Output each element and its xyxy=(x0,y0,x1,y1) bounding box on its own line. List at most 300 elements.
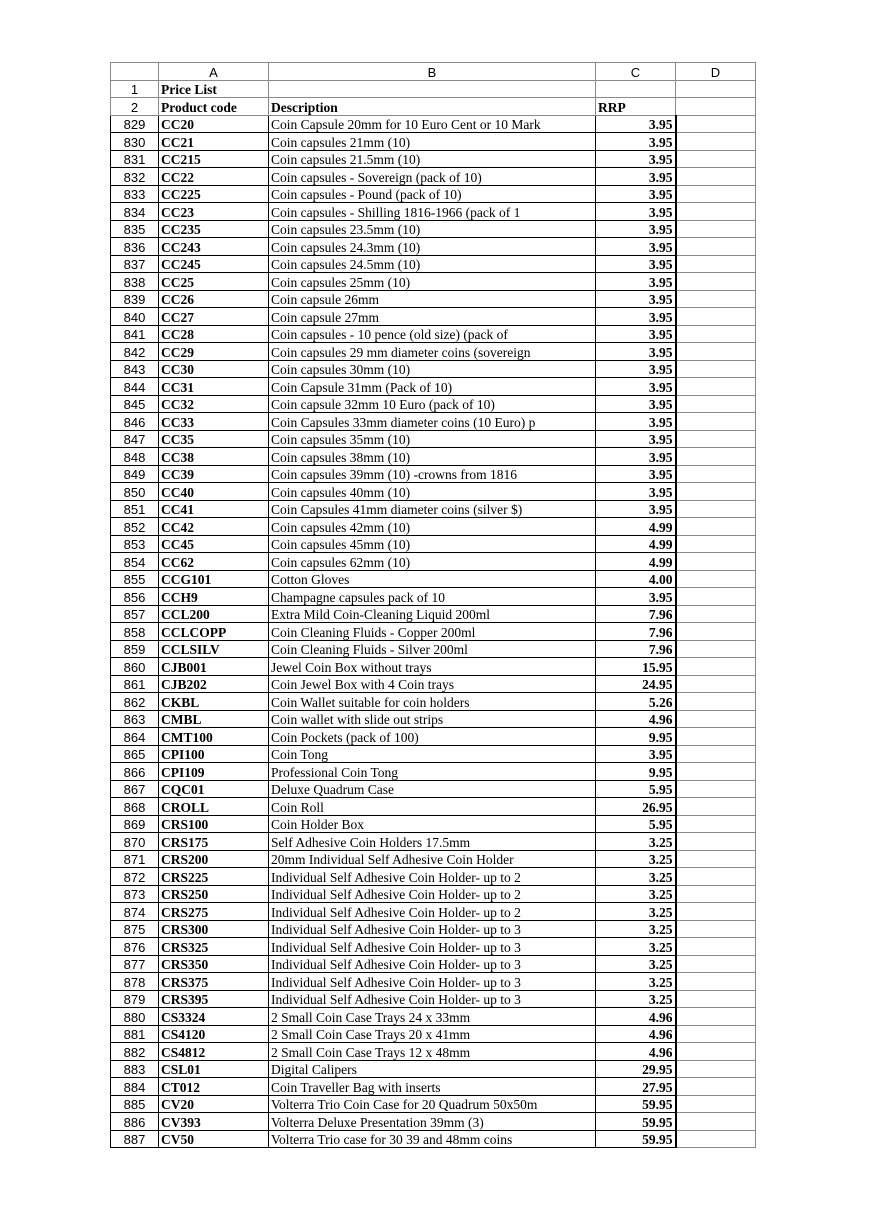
description-header[interactable]: Description xyxy=(269,98,596,116)
description-cell[interactable]: 2 Small Coin Case Trays 12 x 48mm xyxy=(269,1043,596,1061)
description-cell[interactable]: Coin Pockets (pack of 100) xyxy=(269,728,596,746)
row-number[interactable]: 853 xyxy=(111,535,159,553)
product-code-cell[interactable]: CC235 xyxy=(159,220,269,238)
product-code-cell[interactable]: CCG101 xyxy=(159,570,269,588)
product-code-cell[interactable]: CC42 xyxy=(159,518,269,536)
product-code-cell[interactable]: CT012 xyxy=(159,1078,269,1096)
product-code-cell[interactable]: CC38 xyxy=(159,448,269,466)
cell-d[interactable] xyxy=(676,693,756,711)
product-code-cell[interactable]: CSL01 xyxy=(159,1060,269,1078)
row-number[interactable]: 861 xyxy=(111,675,159,693)
description-cell[interactable]: Coin capsule 32mm 10 Euro (pack of 10) xyxy=(269,395,596,413)
product-code-cell[interactable]: CC215 xyxy=(159,150,269,168)
description-cell[interactable]: Volterra Deluxe Presentation 39mm (3) xyxy=(269,1113,596,1131)
row-number[interactable]: 859 xyxy=(111,640,159,658)
cell-d[interactable] xyxy=(676,1095,756,1113)
row-number[interactable]: 829 xyxy=(111,115,159,133)
description-cell[interactable]: Coin capsules 62mm (10) xyxy=(269,553,596,571)
row-number[interactable]: 883 xyxy=(111,1060,159,1078)
rrp-cell[interactable]: 3.95 xyxy=(596,273,676,291)
product-code-cell[interactable]: CMT100 xyxy=(159,728,269,746)
rrp-cell[interactable]: 3.95 xyxy=(596,430,676,448)
rrp-cell[interactable]: 3.95 xyxy=(596,220,676,238)
product-code-cell[interactable]: CJB001 xyxy=(159,658,269,676)
description-cell[interactable]: Jewel Coin Box without trays xyxy=(269,658,596,676)
rrp-cell[interactable]: 5.95 xyxy=(596,815,676,833)
cell-d[interactable] xyxy=(676,500,756,518)
row-number[interactable]: 843 xyxy=(111,360,159,378)
product-code-cell[interactable]: CRS375 xyxy=(159,973,269,991)
product-code-cell[interactable]: CS4120 xyxy=(159,1025,269,1043)
cell-d[interactable] xyxy=(676,483,756,501)
description-cell[interactable]: Coin capsules - Pound (pack of 10) xyxy=(269,185,596,203)
cell-d[interactable] xyxy=(676,920,756,938)
product-code-cell[interactable]: CRS325 xyxy=(159,938,269,956)
row-number[interactable]: 868 xyxy=(111,798,159,816)
description-cell[interactable]: Self Adhesive Coin Holders 17.5mm xyxy=(269,833,596,851)
row-number[interactable]: 838 xyxy=(111,273,159,291)
cell-d[interactable] xyxy=(676,518,756,536)
row-number[interactable]: 2 xyxy=(111,98,159,116)
product-code-cell[interactable]: CJB202 xyxy=(159,675,269,693)
product-code-cell[interactable]: CRS395 xyxy=(159,990,269,1008)
row-number[interactable]: 850 xyxy=(111,483,159,501)
row-number[interactable]: 878 xyxy=(111,973,159,991)
description-cell[interactable]: Individual Self Adhesive Coin Holder- up to 3 xyxy=(269,955,596,973)
row-number[interactable]: 862 xyxy=(111,693,159,711)
cell-d2[interactable] xyxy=(676,98,756,116)
product-code-cell[interactable]: CC45 xyxy=(159,535,269,553)
rrp-cell[interactable]: 59.95 xyxy=(596,1113,676,1131)
row-number[interactable]: 846 xyxy=(111,413,159,431)
cell-d[interactable] xyxy=(676,290,756,308)
product-code-cell[interactable]: CRS175 xyxy=(159,833,269,851)
rrp-cell[interactable]: 7.96 xyxy=(596,640,676,658)
row-number[interactable]: 871 xyxy=(111,850,159,868)
cell-d[interactable] xyxy=(676,1008,756,1026)
description-cell[interactable]: Coin Cleaning Fluids - Silver 200ml xyxy=(269,640,596,658)
description-cell[interactable]: Coin capsules 35mm (10) xyxy=(269,430,596,448)
row-number[interactable]: 833 xyxy=(111,185,159,203)
rrp-cell[interactable]: 3.95 xyxy=(596,588,676,606)
rrp-cell[interactable]: 3.25 xyxy=(596,850,676,868)
rrp-cell[interactable]: 3.25 xyxy=(596,920,676,938)
cell-d[interactable] xyxy=(676,798,756,816)
product-code-header[interactable]: Product code xyxy=(159,98,269,116)
cell-d[interactable] xyxy=(676,850,756,868)
rrp-cell[interactable]: 4.96 xyxy=(596,1025,676,1043)
rrp-cell[interactable]: 3.95 xyxy=(596,448,676,466)
cell-d[interactable] xyxy=(676,780,756,798)
rrp-cell[interactable]: 3.95 xyxy=(596,168,676,186)
cell-d[interactable] xyxy=(676,833,756,851)
product-code-cell[interactable]: CC29 xyxy=(159,343,269,361)
product-code-cell[interactable]: CKBL xyxy=(159,693,269,711)
rrp-cell[interactable]: 4.96 xyxy=(596,1008,676,1026)
corner-cell[interactable] xyxy=(111,63,159,81)
row-number[interactable]: 847 xyxy=(111,430,159,448)
description-cell[interactable]: Coin capsules - Sovereign (pack of 10) xyxy=(269,168,596,186)
description-cell[interactable]: Coin Capsule 20mm for 10 Euro Cent or 10 Mark xyxy=(269,115,596,133)
cell-d[interactable] xyxy=(676,1130,756,1148)
description-cell[interactable]: Coin capsules 30mm (10) xyxy=(269,360,596,378)
rrp-cell[interactable]: 3.95 xyxy=(596,133,676,151)
product-code-cell[interactable]: CC40 xyxy=(159,483,269,501)
description-cell[interactable]: Individual Self Adhesive Coin Holder- up to 2 xyxy=(269,903,596,921)
column-header-a[interactable]: A xyxy=(159,63,269,81)
description-cell[interactable]: Coin capsules - 10 pence (old size) (pack of xyxy=(269,325,596,343)
row-number[interactable]: 841 xyxy=(111,325,159,343)
row-number[interactable]: 872 xyxy=(111,868,159,886)
row-number[interactable]: 842 xyxy=(111,343,159,361)
row-number[interactable]: 876 xyxy=(111,938,159,956)
cell-d[interactable] xyxy=(676,903,756,921)
description-cell[interactable]: Cotton Gloves xyxy=(269,570,596,588)
row-number[interactable]: 839 xyxy=(111,290,159,308)
product-code-cell[interactable]: CCL200 xyxy=(159,605,269,623)
rrp-cell[interactable]: 3.25 xyxy=(596,885,676,903)
row-number[interactable]: 830 xyxy=(111,133,159,151)
row-number[interactable]: 856 xyxy=(111,588,159,606)
product-code-cell[interactable]: CRS275 xyxy=(159,903,269,921)
description-cell[interactable]: Coin capsules 21.5mm (10) xyxy=(269,150,596,168)
product-code-cell[interactable]: CV20 xyxy=(159,1095,269,1113)
description-cell[interactable]: Coin Capsules 41mm diameter coins (silver $) xyxy=(269,500,596,518)
product-code-cell[interactable]: CC25 xyxy=(159,273,269,291)
product-code-cell[interactable]: CC30 xyxy=(159,360,269,378)
column-header-d[interactable]: D xyxy=(676,63,756,81)
description-cell[interactable]: Coin capsules 29 mm diameter coins (sovereign xyxy=(269,343,596,361)
description-cell[interactable]: Coin Jewel Box with 4 Coin trays xyxy=(269,675,596,693)
product-code-cell[interactable]: CS3324 xyxy=(159,1008,269,1026)
cell-d[interactable] xyxy=(676,973,756,991)
row-number[interactable]: 866 xyxy=(111,763,159,781)
product-code-cell[interactable]: CQC01 xyxy=(159,780,269,798)
row-number[interactable]: 854 xyxy=(111,553,159,571)
cell-d[interactable] xyxy=(676,150,756,168)
cell-d[interactable] xyxy=(676,990,756,1008)
cell-d[interactable] xyxy=(676,763,756,781)
cell-d[interactable] xyxy=(676,343,756,361)
rrp-cell[interactable]: 9.95 xyxy=(596,728,676,746)
description-cell[interactable]: Coin Roll xyxy=(269,798,596,816)
cell-d[interactable] xyxy=(676,273,756,291)
rrp-cell[interactable]: 3.95 xyxy=(596,203,676,221)
rrp-cell[interactable]: 3.95 xyxy=(596,325,676,343)
rrp-cell[interactable]: 3.95 xyxy=(596,413,676,431)
cell-d[interactable] xyxy=(676,885,756,903)
row-number[interactable]: 867 xyxy=(111,780,159,798)
cell-d[interactable] xyxy=(676,360,756,378)
cell-d[interactable] xyxy=(676,133,756,151)
product-code-cell[interactable]: CC27 xyxy=(159,308,269,326)
product-code-cell[interactable]: CC32 xyxy=(159,395,269,413)
cell-d[interactable] xyxy=(676,325,756,343)
description-cell[interactable]: Extra Mild Coin-Cleaning Liquid 200ml xyxy=(269,605,596,623)
cell-d[interactable] xyxy=(676,868,756,886)
cell-d[interactable] xyxy=(676,395,756,413)
product-code-cell[interactable]: CS4812 xyxy=(159,1043,269,1061)
row-number[interactable]: 844 xyxy=(111,378,159,396)
rrp-cell[interactable]: 3.25 xyxy=(596,973,676,991)
product-code-cell[interactable]: CRS100 xyxy=(159,815,269,833)
cell-d[interactable] xyxy=(676,115,756,133)
rrp-cell[interactable]: 4.96 xyxy=(596,1043,676,1061)
cell-d[interactable] xyxy=(676,1060,756,1078)
description-cell[interactable]: Volterra Trio Coin Case for 20 Quadrum 50x50m xyxy=(269,1095,596,1113)
product-code-cell[interactable]: CROLL xyxy=(159,798,269,816)
rrp-cell[interactable]: 3.95 xyxy=(596,395,676,413)
row-number[interactable]: 874 xyxy=(111,903,159,921)
rrp-cell[interactable]: 27.95 xyxy=(596,1078,676,1096)
product-code-cell[interactable]: CRS225 xyxy=(159,868,269,886)
cell-d[interactable] xyxy=(676,728,756,746)
row-number[interactable]: 860 xyxy=(111,658,159,676)
description-cell[interactable]: Coin capsules 38mm (10) xyxy=(269,448,596,466)
description-cell[interactable]: Individual Self Adhesive Coin Holder- up to 3 xyxy=(269,990,596,1008)
row-number[interactable]: 845 xyxy=(111,395,159,413)
product-code-cell[interactable]: CC41 xyxy=(159,500,269,518)
product-code-cell[interactable]: CV50 xyxy=(159,1130,269,1148)
row-number[interactable]: 885 xyxy=(111,1095,159,1113)
product-code-cell[interactable]: CC33 xyxy=(159,413,269,431)
rrp-cell[interactable]: 5.95 xyxy=(596,780,676,798)
description-cell[interactable]: Coin capsules 23.5mm (10) xyxy=(269,220,596,238)
cell-d[interactable] xyxy=(676,185,756,203)
cell-d[interactable] xyxy=(676,710,756,728)
row-number[interactable]: 840 xyxy=(111,308,159,326)
row-number[interactable]: 884 xyxy=(111,1078,159,1096)
cell-d[interactable] xyxy=(676,605,756,623)
cell-d[interactable] xyxy=(676,255,756,273)
product-code-cell[interactable]: CC21 xyxy=(159,133,269,151)
cell-d[interactable] xyxy=(676,1113,756,1131)
rrp-cell[interactable]: 3.95 xyxy=(596,290,676,308)
product-code-cell[interactable]: CC225 xyxy=(159,185,269,203)
product-code-cell[interactable]: CRS350 xyxy=(159,955,269,973)
row-number[interactable]: 887 xyxy=(111,1130,159,1148)
row-number[interactable]: 886 xyxy=(111,1113,159,1131)
product-code-cell[interactable]: CC20 xyxy=(159,115,269,133)
product-code-cell[interactable]: CCLSILV xyxy=(159,640,269,658)
rrp-cell[interactable]: 3.95 xyxy=(596,343,676,361)
description-cell[interactable]: Champagne capsules pack of 10 xyxy=(269,588,596,606)
row-number[interactable]: 831 xyxy=(111,150,159,168)
cell-d[interactable] xyxy=(676,168,756,186)
row-number[interactable]: 879 xyxy=(111,990,159,1008)
rrp-cell[interactable]: 4.99 xyxy=(596,553,676,571)
cell-d[interactable] xyxy=(676,588,756,606)
row-number[interactable]: 848 xyxy=(111,448,159,466)
product-code-cell[interactable]: CCLCOPP xyxy=(159,623,269,641)
product-code-cell[interactable]: CC31 xyxy=(159,378,269,396)
column-header-b[interactable]: B xyxy=(269,63,596,81)
rrp-cell[interactable]: 3.95 xyxy=(596,500,676,518)
rrp-cell[interactable]: 24.95 xyxy=(596,675,676,693)
description-cell[interactable]: Coin capsule 26mm xyxy=(269,290,596,308)
rrp-cell[interactable]: 4.96 xyxy=(596,710,676,728)
description-cell[interactable]: Digital Calipers xyxy=(269,1060,596,1078)
cell-d[interactable] xyxy=(676,815,756,833)
cell-d[interactable] xyxy=(676,378,756,396)
cell-d[interactable] xyxy=(676,623,756,641)
rrp-cell[interactable]: 9.95 xyxy=(596,763,676,781)
row-number[interactable]: 849 xyxy=(111,465,159,483)
product-code-cell[interactable]: CRS200 xyxy=(159,850,269,868)
row-number[interactable]: 857 xyxy=(111,605,159,623)
rrp-cell[interactable]: 3.95 xyxy=(596,115,676,133)
row-number[interactable]: 835 xyxy=(111,220,159,238)
cell-d[interactable] xyxy=(676,448,756,466)
product-code-cell[interactable]: CV393 xyxy=(159,1113,269,1131)
rrp-cell[interactable]: 7.96 xyxy=(596,623,676,641)
cell-d[interactable] xyxy=(676,413,756,431)
description-cell[interactable]: Volterra Trio case for 30 39 and 48mm coins xyxy=(269,1130,596,1148)
cell-d[interactable] xyxy=(676,938,756,956)
product-code-cell[interactable]: CCH9 xyxy=(159,588,269,606)
cell-d[interactable] xyxy=(676,553,756,571)
rrp-cell[interactable]: 5.26 xyxy=(596,693,676,711)
product-code-cell[interactable]: CC245 xyxy=(159,255,269,273)
row-number[interactable]: 855 xyxy=(111,570,159,588)
cell-d[interactable] xyxy=(676,203,756,221)
rrp-cell[interactable]: 3.25 xyxy=(596,938,676,956)
rrp-cell[interactable]: 3.25 xyxy=(596,990,676,1008)
row-number[interactable]: 870 xyxy=(111,833,159,851)
row-number[interactable]: 869 xyxy=(111,815,159,833)
row-number[interactable]: 852 xyxy=(111,518,159,536)
product-code-cell[interactable]: CPI100 xyxy=(159,745,269,763)
description-cell[interactable]: Coin capsules 39mm (10) -crowns from 1816 xyxy=(269,465,596,483)
row-number[interactable]: 863 xyxy=(111,710,159,728)
row-number[interactable]: 851 xyxy=(111,500,159,518)
row-number[interactable]: 880 xyxy=(111,1008,159,1026)
description-cell[interactable]: Coin capsules 40mm (10) xyxy=(269,483,596,501)
cell-d[interactable] xyxy=(676,658,756,676)
product-code-cell[interactable]: CC35 xyxy=(159,430,269,448)
column-header-c[interactable]: C xyxy=(596,63,676,81)
row-number[interactable]: 877 xyxy=(111,955,159,973)
rrp-header[interactable]: RRP xyxy=(596,98,676,116)
row-number[interactable]: 837 xyxy=(111,255,159,273)
cell-d[interactable] xyxy=(676,465,756,483)
description-cell[interactable]: Professional Coin Tong xyxy=(269,763,596,781)
rrp-cell[interactable]: 3.25 xyxy=(596,903,676,921)
cell-d[interactable] xyxy=(676,220,756,238)
rrp-cell[interactable]: 15.95 xyxy=(596,658,676,676)
row-number[interactable]: 836 xyxy=(111,238,159,256)
rrp-cell[interactable]: 3.95 xyxy=(596,465,676,483)
row-number[interactable]: 834 xyxy=(111,203,159,221)
description-cell[interactable]: Coin capsule 27mm xyxy=(269,308,596,326)
description-cell[interactable]: Coin capsules 21mm (10) xyxy=(269,133,596,151)
description-cell[interactable]: Individual Self Adhesive Coin Holder- up to 2 xyxy=(269,868,596,886)
cell-d[interactable] xyxy=(676,1025,756,1043)
row-number[interactable]: 865 xyxy=(111,745,159,763)
rrp-cell[interactable]: 4.99 xyxy=(596,535,676,553)
description-cell[interactable]: Coin capsules 24.5mm (10) xyxy=(269,255,596,273)
description-cell[interactable]: Coin capsules 25mm (10) xyxy=(269,273,596,291)
rrp-cell[interactable]: 4.00 xyxy=(596,570,676,588)
description-cell[interactable]: Coin Capsules 33mm diameter coins (10 Euro) p xyxy=(269,413,596,431)
description-cell[interactable]: Coin capsules 45mm (10) xyxy=(269,535,596,553)
row-number[interactable]: 1 xyxy=(111,80,159,98)
description-cell[interactable]: Coin Capsule 31mm (Pack of 10) xyxy=(269,378,596,396)
description-cell[interactable]: Individual Self Adhesive Coin Holder- up to 3 xyxy=(269,920,596,938)
product-code-cell[interactable]: CRS250 xyxy=(159,885,269,903)
description-cell[interactable]: Individual Self Adhesive Coin Holder- up to 2 xyxy=(269,885,596,903)
product-code-cell[interactable]: CC62 xyxy=(159,553,269,571)
product-code-cell[interactable]: CC39 xyxy=(159,465,269,483)
description-cell[interactable]: Coin Tong xyxy=(269,745,596,763)
row-number[interactable]: 881 xyxy=(111,1025,159,1043)
description-cell[interactable]: Deluxe Quadrum Case xyxy=(269,780,596,798)
description-cell[interactable]: 2 Small Coin Case Trays 24 x 33mm xyxy=(269,1008,596,1026)
rrp-cell[interactable]: 7.96 xyxy=(596,605,676,623)
rrp-cell[interactable]: 3.25 xyxy=(596,868,676,886)
cell-d[interactable] xyxy=(676,430,756,448)
description-cell[interactable]: Coin capsules - Shilling 1816-1966 (pack of 1 xyxy=(269,203,596,221)
rrp-cell[interactable]: 3.95 xyxy=(596,378,676,396)
rrp-cell[interactable]: 3.95 xyxy=(596,360,676,378)
product-code-cell[interactable]: CPI109 xyxy=(159,763,269,781)
rrp-cell[interactable]: 4.99 xyxy=(596,518,676,536)
rrp-cell[interactable]: 29.95 xyxy=(596,1060,676,1078)
cell-d[interactable] xyxy=(676,570,756,588)
rrp-cell[interactable]: 3.95 xyxy=(596,483,676,501)
product-code-cell[interactable]: CC23 xyxy=(159,203,269,221)
description-cell[interactable]: 2 Small Coin Case Trays 20 x 41mm xyxy=(269,1025,596,1043)
rrp-cell[interactable]: 3.25 xyxy=(596,955,676,973)
rrp-cell[interactable]: 3.25 xyxy=(596,833,676,851)
rrp-cell[interactable]: 3.95 xyxy=(596,308,676,326)
description-cell[interactable]: Coin capsules 24.3mm (10) xyxy=(269,238,596,256)
description-cell[interactable]: Coin wallet with slide out strips xyxy=(269,710,596,728)
description-cell[interactable]: Coin Wallet suitable for coin holders xyxy=(269,693,596,711)
rrp-cell[interactable]: 3.95 xyxy=(596,745,676,763)
product-code-cell[interactable]: CRS300 xyxy=(159,920,269,938)
cell-b1[interactable] xyxy=(269,80,596,98)
row-number[interactable]: 882 xyxy=(111,1043,159,1061)
description-cell[interactable]: Coin capsules 42mm (10) xyxy=(269,518,596,536)
cell-d1[interactable] xyxy=(676,80,756,98)
rrp-cell[interactable]: 59.95 xyxy=(596,1095,676,1113)
description-cell[interactable]: Coin Holder Box xyxy=(269,815,596,833)
row-number[interactable]: 858 xyxy=(111,623,159,641)
cell-d[interactable] xyxy=(676,745,756,763)
cell-d[interactable] xyxy=(676,1043,756,1061)
cell-d[interactable] xyxy=(676,238,756,256)
rrp-cell[interactable]: 3.95 xyxy=(596,255,676,273)
description-cell[interactable]: Coin Traveller Bag with inserts xyxy=(269,1078,596,1096)
cell-d[interactable] xyxy=(676,640,756,658)
rrp-cell[interactable]: 59.95 xyxy=(596,1130,676,1148)
cell-d[interactable] xyxy=(676,675,756,693)
row-number[interactable]: 875 xyxy=(111,920,159,938)
product-code-cell[interactable]: CC243 xyxy=(159,238,269,256)
cell-d[interactable] xyxy=(676,308,756,326)
rrp-cell[interactable]: 3.95 xyxy=(596,238,676,256)
rrp-cell[interactable]: 26.95 xyxy=(596,798,676,816)
rrp-cell[interactable]: 3.95 xyxy=(596,150,676,168)
product-code-cell[interactable]: CC28 xyxy=(159,325,269,343)
product-code-cell[interactable]: CMBL xyxy=(159,710,269,728)
row-number[interactable]: 864 xyxy=(111,728,159,746)
description-cell[interactable]: Individual Self Adhesive Coin Holder- up to 3 xyxy=(269,938,596,956)
product-code-cell[interactable]: CC22 xyxy=(159,168,269,186)
description-cell[interactable]: 20mm Individual Self Adhesive Coin Holder xyxy=(269,850,596,868)
rrp-cell[interactable]: 3.95 xyxy=(596,185,676,203)
